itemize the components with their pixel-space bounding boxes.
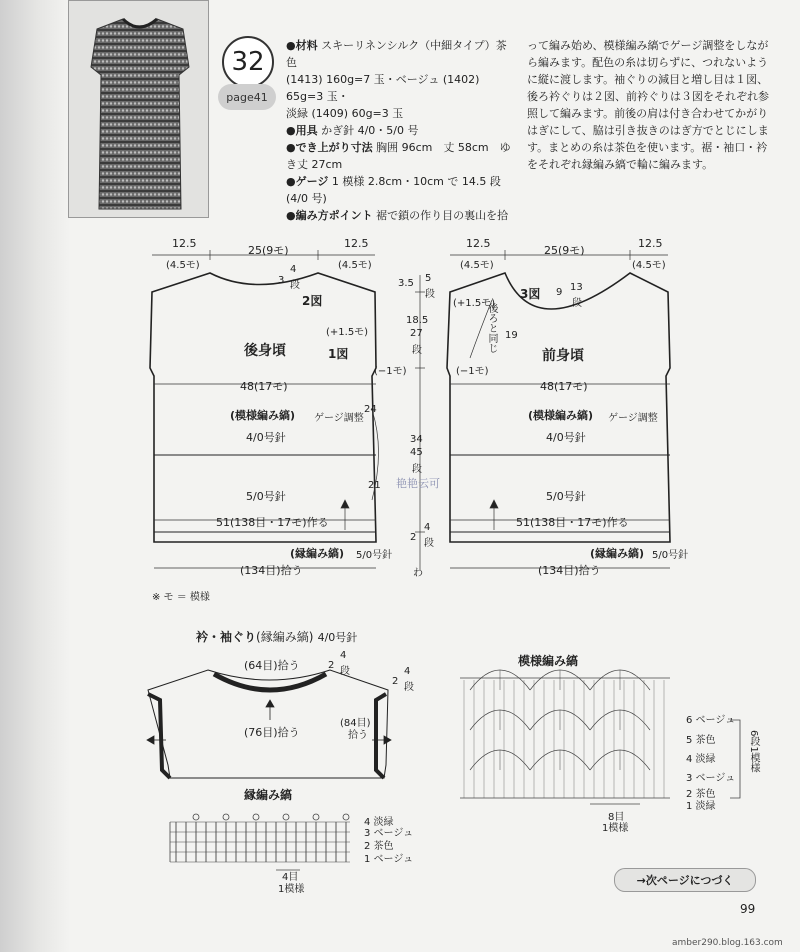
back-rows-24: 24 [364, 404, 377, 415]
collar-rows-4: 4 [340, 650, 347, 661]
back-top-left-cm: 12.5 [172, 237, 197, 250]
collar-pickup-64: (64目)拾う [244, 659, 300, 672]
mid-45: 45 [410, 447, 423, 458]
pattern-row-1: 1 淡緑 [686, 801, 716, 812]
front-armhole-increase: (+1.5モ) [453, 298, 496, 309]
collar-pickup-76: (76目)拾う [244, 726, 300, 739]
mid-2: 2 [410, 532, 417, 543]
armhole-rows-2: 2 [392, 676, 399, 687]
page-number: 99 [740, 902, 756, 916]
back-pickup: (134目)拾う [240, 564, 303, 577]
spec-tools: ●用具 かぎ針 4/0・5/0 号 [286, 124, 419, 137]
pattern-chart-title: 模様編み縞 [518, 654, 579, 668]
mid-3-5: 3.5 [398, 278, 414, 289]
pattern-row-5: 5 茶色 [686, 735, 716, 746]
back-hook-4: 4/0号針 [246, 431, 286, 444]
armhole-pickup-84b: 拾う [348, 730, 368, 741]
armhole-rows-4: 4 [404, 666, 411, 677]
front-body-title: 前身頃 [542, 348, 584, 364]
pattern-row-6: 6 ベージュ [686, 715, 736, 726]
page-reference: page41 [218, 84, 276, 110]
collar-rows-2: 2 [328, 660, 335, 671]
front-pattern-label: (模様編み縞) [528, 409, 594, 422]
back-width-48: 48(17モ) [240, 380, 288, 393]
border-row-4: 4 淡緑 [364, 817, 394, 828]
figure-2-label: 2図 [302, 294, 323, 308]
front-pickup: (134目)拾う [538, 564, 601, 577]
figure-3-label: 3図 [520, 287, 541, 301]
mid-circle: わ [413, 568, 423, 579]
back-top-right-motif: (4.5モ) [338, 260, 372, 271]
back-neck-rows-b: 4 [290, 264, 297, 275]
pattern-repeat-sub: 1模様 [602, 823, 629, 834]
mid-27: 27 [410, 328, 423, 339]
motif-note: ※ モ ＝ 模様 [152, 592, 210, 603]
blog-watermark: amber290.blog.163.com [672, 938, 783, 948]
mid-34: 34 [410, 434, 423, 445]
next-page-link[interactable]: →次ページにつづく [614, 868, 756, 892]
border-repeat: 4目 [282, 872, 299, 883]
back-chain-count: 51(138目・17モ)作る [216, 516, 329, 529]
center-watermark: 艳艳云可 [396, 477, 440, 490]
back-top-left-motif: (4.5モ) [166, 260, 200, 271]
mid-45-dan: 段 [412, 464, 422, 475]
armhole-rows-dan: 段 [404, 682, 414, 693]
back-hook-5: 5/0号針 [246, 490, 286, 503]
spec-materials: ●材料 スキーリネンシルク（中細タイプ）茶色 [286, 39, 507, 69]
front-width-48: 48(17モ) [540, 380, 588, 393]
pattern-row-3: 3 ベージュ [686, 773, 736, 784]
front-neck-13-dan: 段 [572, 298, 582, 309]
instructions-text: って編み始め、模様編み縞でゲージ調整をしながら編みます。配色の糸は切らずに、つれないように縦に渡します。袖ぐりの減目と増し目は１図、後ろ衿ぐりは２図、前衿ぐりは３図をそれぞれ参照して編みます。前後の肩は付き合わせてかがりはぎにして、脇は引き抜きのはぎ方でとじにします。まとめの糸は茶色を使います。裾・袖口・衿をそれぞれ縁編み縞で輪に編みます。 [527, 39, 769, 171]
front-neck-9: 9 [556, 287, 563, 298]
front-top-mid: 25(9モ) [544, 244, 585, 257]
back-top-mid: 25(9モ) [248, 244, 289, 257]
back-top-right-cm: 12.5 [344, 237, 369, 250]
collar-title: 衿・袖ぐり(縁編み縞) 4/0号針 [196, 630, 358, 644]
front-armhole-decrease: (−1モ) [456, 366, 489, 377]
front-rows-19: 19 [505, 330, 518, 341]
back-neck-rows-a: 3 [278, 275, 285, 286]
back-armhole-increase: (+1.5モ) [326, 327, 369, 338]
spec-materials-2: (1413) 160g=7 玉・ベージュ (1402) 65g=3 玉・ [286, 73, 480, 103]
back-pattern-label: (模様編み縞) [230, 409, 296, 422]
spec-gauge: ●ゲージ 1 模様 2.8cm・10cm で 14.5 段 (4/0 号) [286, 175, 501, 205]
back-body-title: 後身頃 [244, 343, 286, 359]
front-top-right-motif: (4.5モ) [632, 260, 666, 271]
front-top-right-cm: 12.5 [638, 237, 663, 250]
back-border-label: (縁編み縞) [290, 547, 345, 560]
pattern-side-label: 6段1模様 [748, 730, 759, 773]
mid-5: 5 [425, 273, 432, 284]
mid-18-5: 18.5 [406, 315, 429, 326]
border-row-3: 3 ベージュ [364, 828, 414, 839]
mid-27-dan: 段 [412, 345, 422, 356]
front-same-as-back: 後ろと同じ [486, 303, 497, 353]
front-top-left-motif: (4.5モ) [460, 260, 494, 271]
pattern-repeat: 8目 [608, 812, 625, 823]
armhole-pickup-84: (84目) [340, 718, 371, 729]
front-chain-count: 51(138目・17モ)作る [516, 516, 629, 529]
back-gauge-label: ゲージ調整 [314, 413, 364, 424]
back-neck-rows-c: 段 [290, 280, 300, 291]
mid-5-dan: 段 [425, 289, 435, 300]
back-rows-21: 21 [368, 480, 381, 491]
spec-materials-3: 淡緑 (1409) 60g=3 玉 [286, 107, 404, 120]
collar-rows-dan: 段 [340, 666, 350, 677]
spec-size: ●でき上がり寸法 胸囲 96cm 丈 58cm ゆき丈 27cm [286, 141, 511, 171]
front-border-label: (縁編み縞) [590, 547, 645, 560]
figure-1-label: 1図 [328, 347, 349, 361]
border-chart-title: 縁編み縞 [244, 788, 293, 802]
pattern-row-4: 4 淡緑 [686, 754, 716, 765]
border-repeat-sub: 1模様 [278, 884, 305, 895]
front-border-hook: 5/0号針 [652, 550, 689, 561]
front-hook-5: 5/0号針 [546, 490, 586, 503]
border-row-2: 2 茶色 [364, 841, 394, 852]
front-gauge-label: ゲージ調整 [608, 413, 658, 424]
back-border-hook: 5/0号針 [356, 550, 393, 561]
front-hook-4: 4/0号針 [546, 431, 586, 444]
pattern-row-2: 2 茶色 [686, 789, 716, 800]
front-top-left-cm: 12.5 [466, 237, 491, 250]
spec-point: ●編み方ポイント 裾で鎖の作り目の裏山を拾 [286, 209, 509, 222]
border-row-1: 1 ベージュ [364, 854, 414, 865]
pattern-number: 32 [222, 36, 274, 88]
mid-4-dan: 段 [424, 538, 434, 549]
mid-4: 4 [424, 522, 431, 533]
back-armhole-decrease: (−1モ) [374, 366, 407, 377]
front-neck-13: 13 [570, 282, 583, 293]
